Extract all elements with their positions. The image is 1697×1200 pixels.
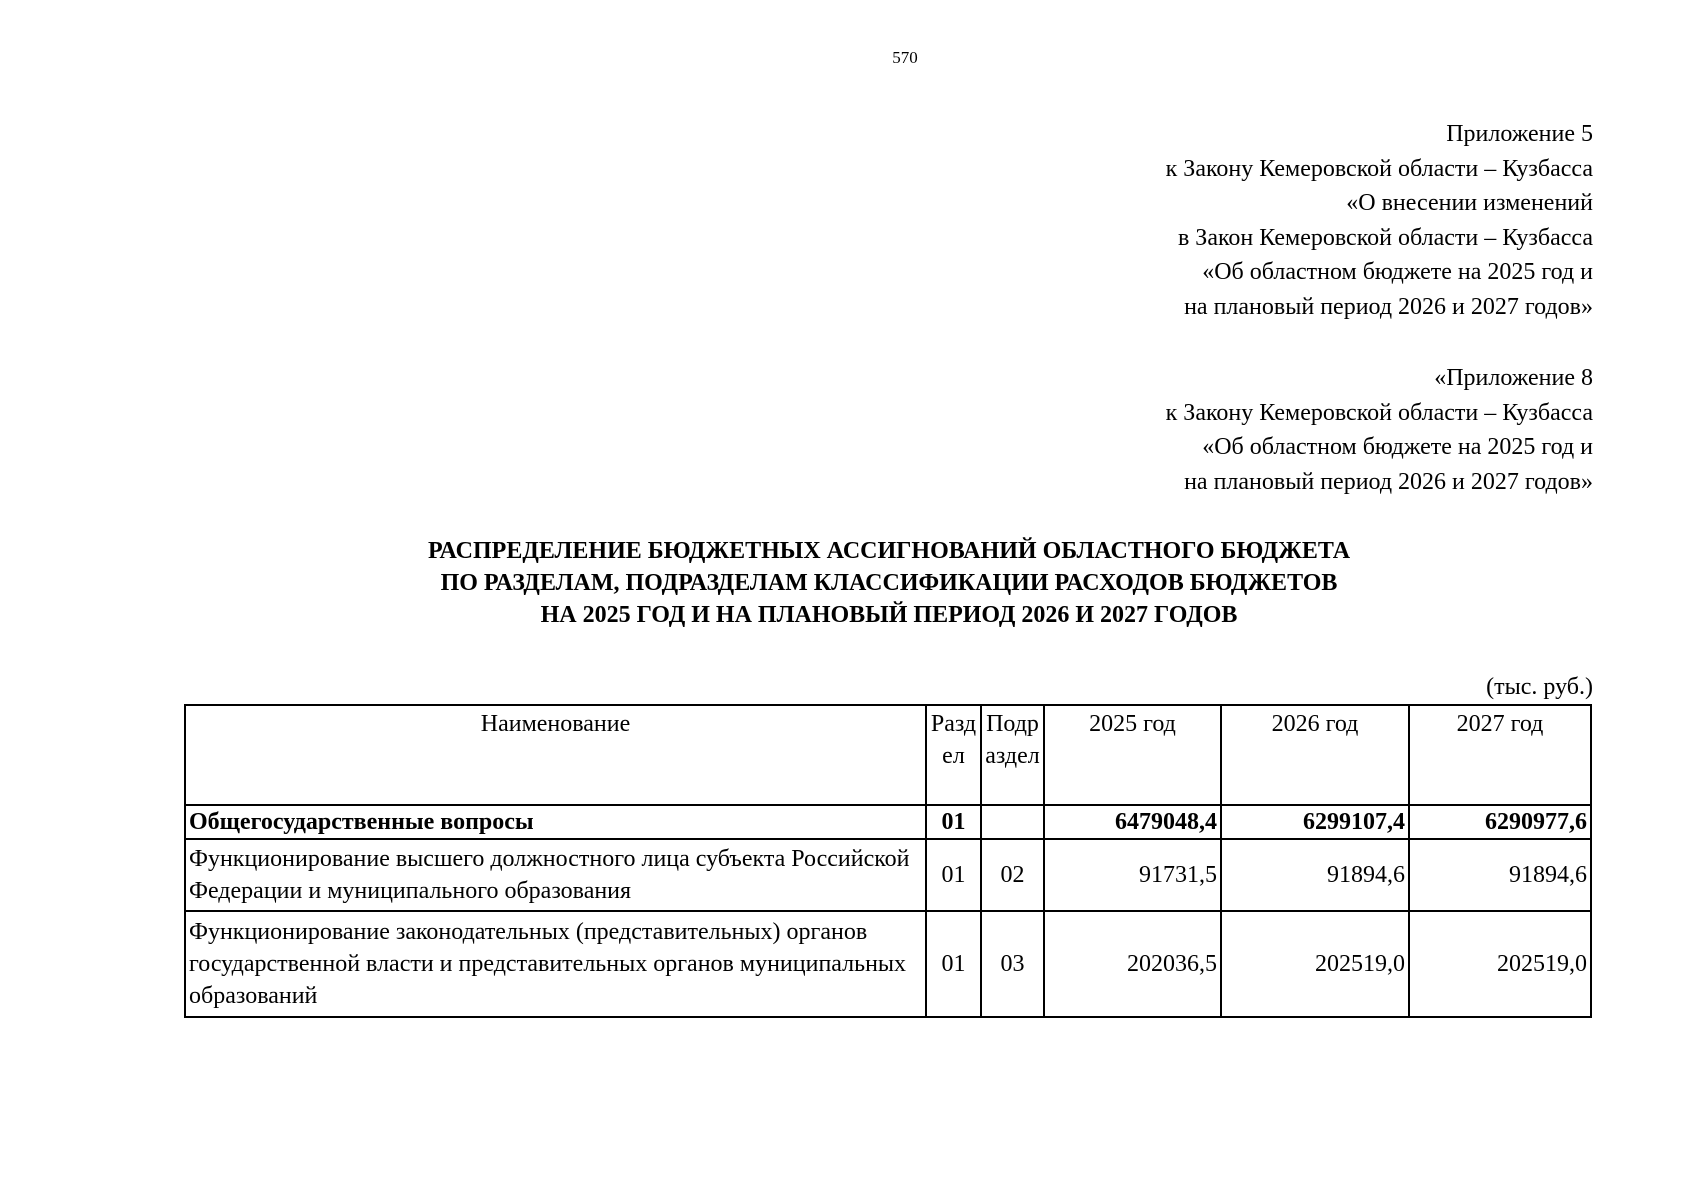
row-name: Функционирование высшего должностного лица субъекта Российской Федерации и муниципального образования [185,839,926,911]
appendix-8-line: «Приложение 8 [1434,365,1593,391]
row-2026: 91894,6 [1221,839,1409,911]
appendix-8-line: «Об областном бюджете на 2025 год и [1202,434,1593,460]
row-podrazdel: 02 [981,839,1044,911]
header-2026: 2026 год [1221,705,1409,805]
row-2025: 202036,5 [1044,911,1221,1017]
row-razdel: 01 [926,911,981,1017]
document-title [184,535,1594,631]
header-2027: 2027 год [1409,705,1591,805]
row-podrazdel: 03 [981,911,1044,1017]
row-razdel: 01 [926,839,981,911]
units-label: (тыс. руб.) [1486,674,1593,700]
title-line: НА 2025 ГОД И НА ПЛАНОВЫЙ ПЕРИОД 2026 И 2027 ГОДОВ [540,602,1238,628]
appendix-5-line: к Закону Кемеровской области – Кузбасса [1165,155,1593,182]
table-row [185,805,1591,839]
budget-table [184,704,1592,1018]
appendix-8-line: к Закону Кемеровской области – Кузбасса [1165,399,1593,426]
row-2025: 6479048,4 [1044,805,1221,839]
row-2025: 91731,5 [1044,839,1221,911]
header-2025: 2025 год [1044,705,1221,805]
row-podrazdel [981,805,1044,839]
row-name: Общегосударственные вопросы [185,805,926,839]
table-header-row [185,705,1591,805]
row-2026: 6299107,4 [1221,805,1409,839]
header-name: Наименование [185,705,926,805]
row-2026: 202519,0 [1221,911,1409,1017]
appendix-8-line: на плановый период 2026 и 2027 годов» [1184,468,1593,495]
row-razdel: 01 [926,805,981,839]
appendix-5-line: «Об областном бюджете на 2025 год и [1202,259,1593,285]
title-line: ПО РАЗДЕЛАМ, ПОДРАЗДЕЛАМ КЛАССИФИКАЦИИ РАСХОДОВ БЮДЖЕТОВ [440,570,1338,596]
appendix-5-line: на плановый период 2026 и 2027 годов» [1184,293,1593,320]
appendix-5-header [1166,117,1593,324]
title-line: РАСПРЕДЕЛЕНИЕ БЮДЖЕТНЫХ АССИГНОВАНИЙ ОБЛАСТНОГО БЮДЖЕТА [427,538,1351,564]
table-row [185,839,1591,911]
appendix-8-header [1166,361,1593,499]
appendix-5-line: в Закон Кемеровской области – Кузбасса [1177,224,1593,251]
row-name: Функционирование законодательных (представительных) органов государственной власти и представительных органов муниципальных образований [185,911,926,1017]
row-2027: 202519,0 [1409,911,1591,1017]
row-2027: 6290977,6 [1409,805,1591,839]
page-number: 570 [892,48,918,67]
header-razdel: Раздел [926,705,981,805]
appendix-5-line: Приложение 5 [1446,121,1593,147]
row-2027: 91894,6 [1409,839,1591,911]
table-row [185,911,1591,1017]
header-podrazdel: Подраздел [981,705,1044,805]
appendix-5-line: «О внесении изменений [1346,190,1593,216]
